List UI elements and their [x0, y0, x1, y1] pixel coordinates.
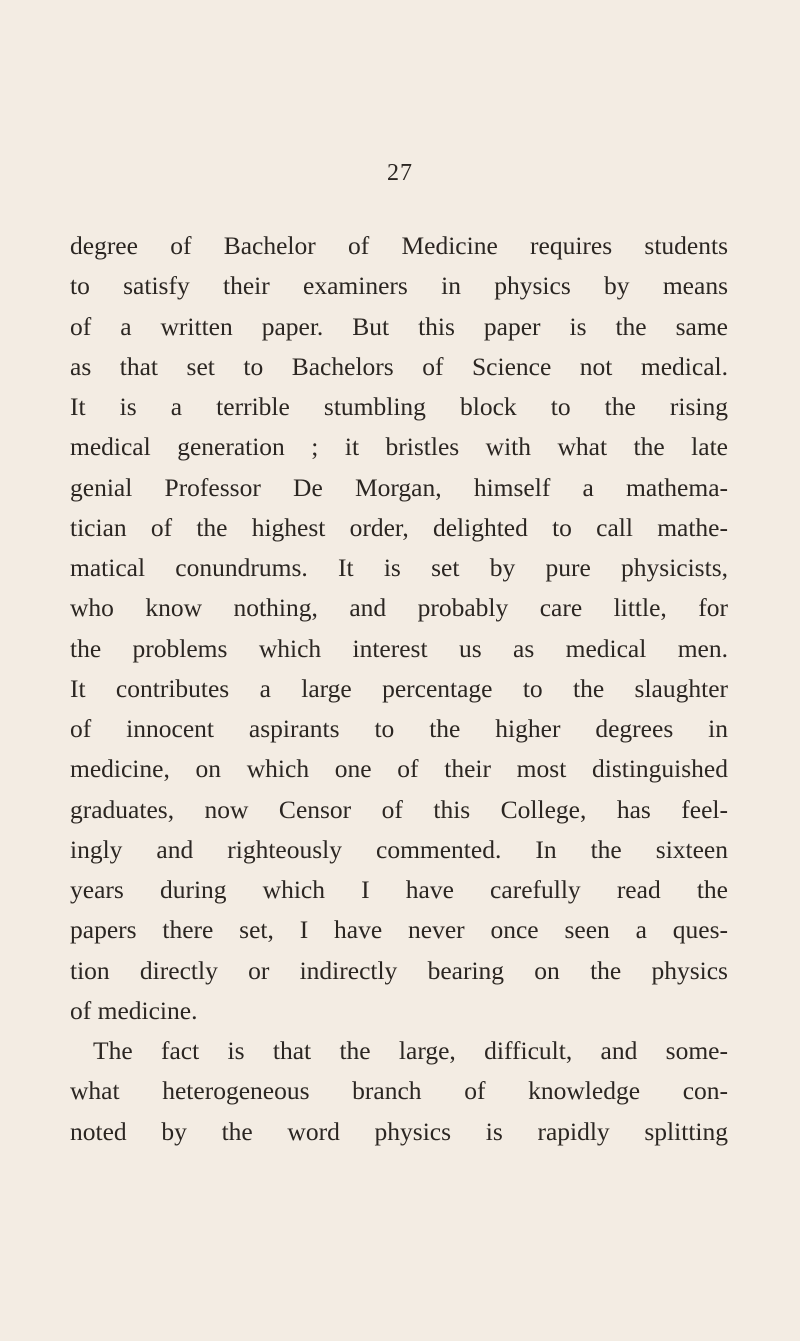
text-line: years during which I have carefully read the	[70, 875, 728, 904]
text-line: of innocent aspirants to the higher degrees in	[70, 714, 728, 743]
text-line: tician of the highest order, delighted to call mathe-	[70, 512, 728, 542]
text-line: the problems which interest us as medical men.	[70, 633, 728, 663]
text-line: matical conundrums. It is set by pure physicists,	[70, 553, 728, 582]
text-line: It is a terrible stumbling block to the rising	[70, 392, 728, 421]
text-line: to satisfy their examiners in physics by means	[70, 271, 728, 301]
text-line: The fact is that the large, difficult, and some-	[93, 1036, 728, 1065]
text-line: noted by the word physics is rapidly splitting	[70, 1116, 728, 1146]
text-line: what heterogeneous branch of knowledge con-	[70, 1076, 728, 1106]
text-line: degree of Bachelor of Medicine requires students	[70, 231, 728, 260]
text-line: tion directly or indirectly bearing on the physics	[70, 955, 728, 985]
text-line: ingly and righteously commented. In the sixteen	[70, 834, 728, 864]
text-line: genial Professor De Morgan, himself a mathema-	[70, 472, 728, 502]
page-number: 27	[387, 160, 413, 186]
text-line: of medicine.	[70, 995, 198, 1025]
text-line: graduates, now Censor of this College, has feel-	[70, 794, 728, 824]
text-line: who know nothing, and probably care little, for	[70, 593, 728, 623]
text-line: medicine, on which one of their most distinguished	[70, 754, 728, 784]
body-text	[70, 226, 728, 1152]
text-line: of a written paper. But this paper is the same	[70, 311, 728, 341]
text-line: medical generation ; it bristles with what the late	[70, 432, 728, 462]
text-line: It contributes a large percentage to the slaughter	[70, 673, 728, 703]
text-line: as that set to Bachelors of Science not medical.	[70, 351, 728, 381]
text-line: papers there set, I have never once seen a ques-	[70, 915, 728, 945]
